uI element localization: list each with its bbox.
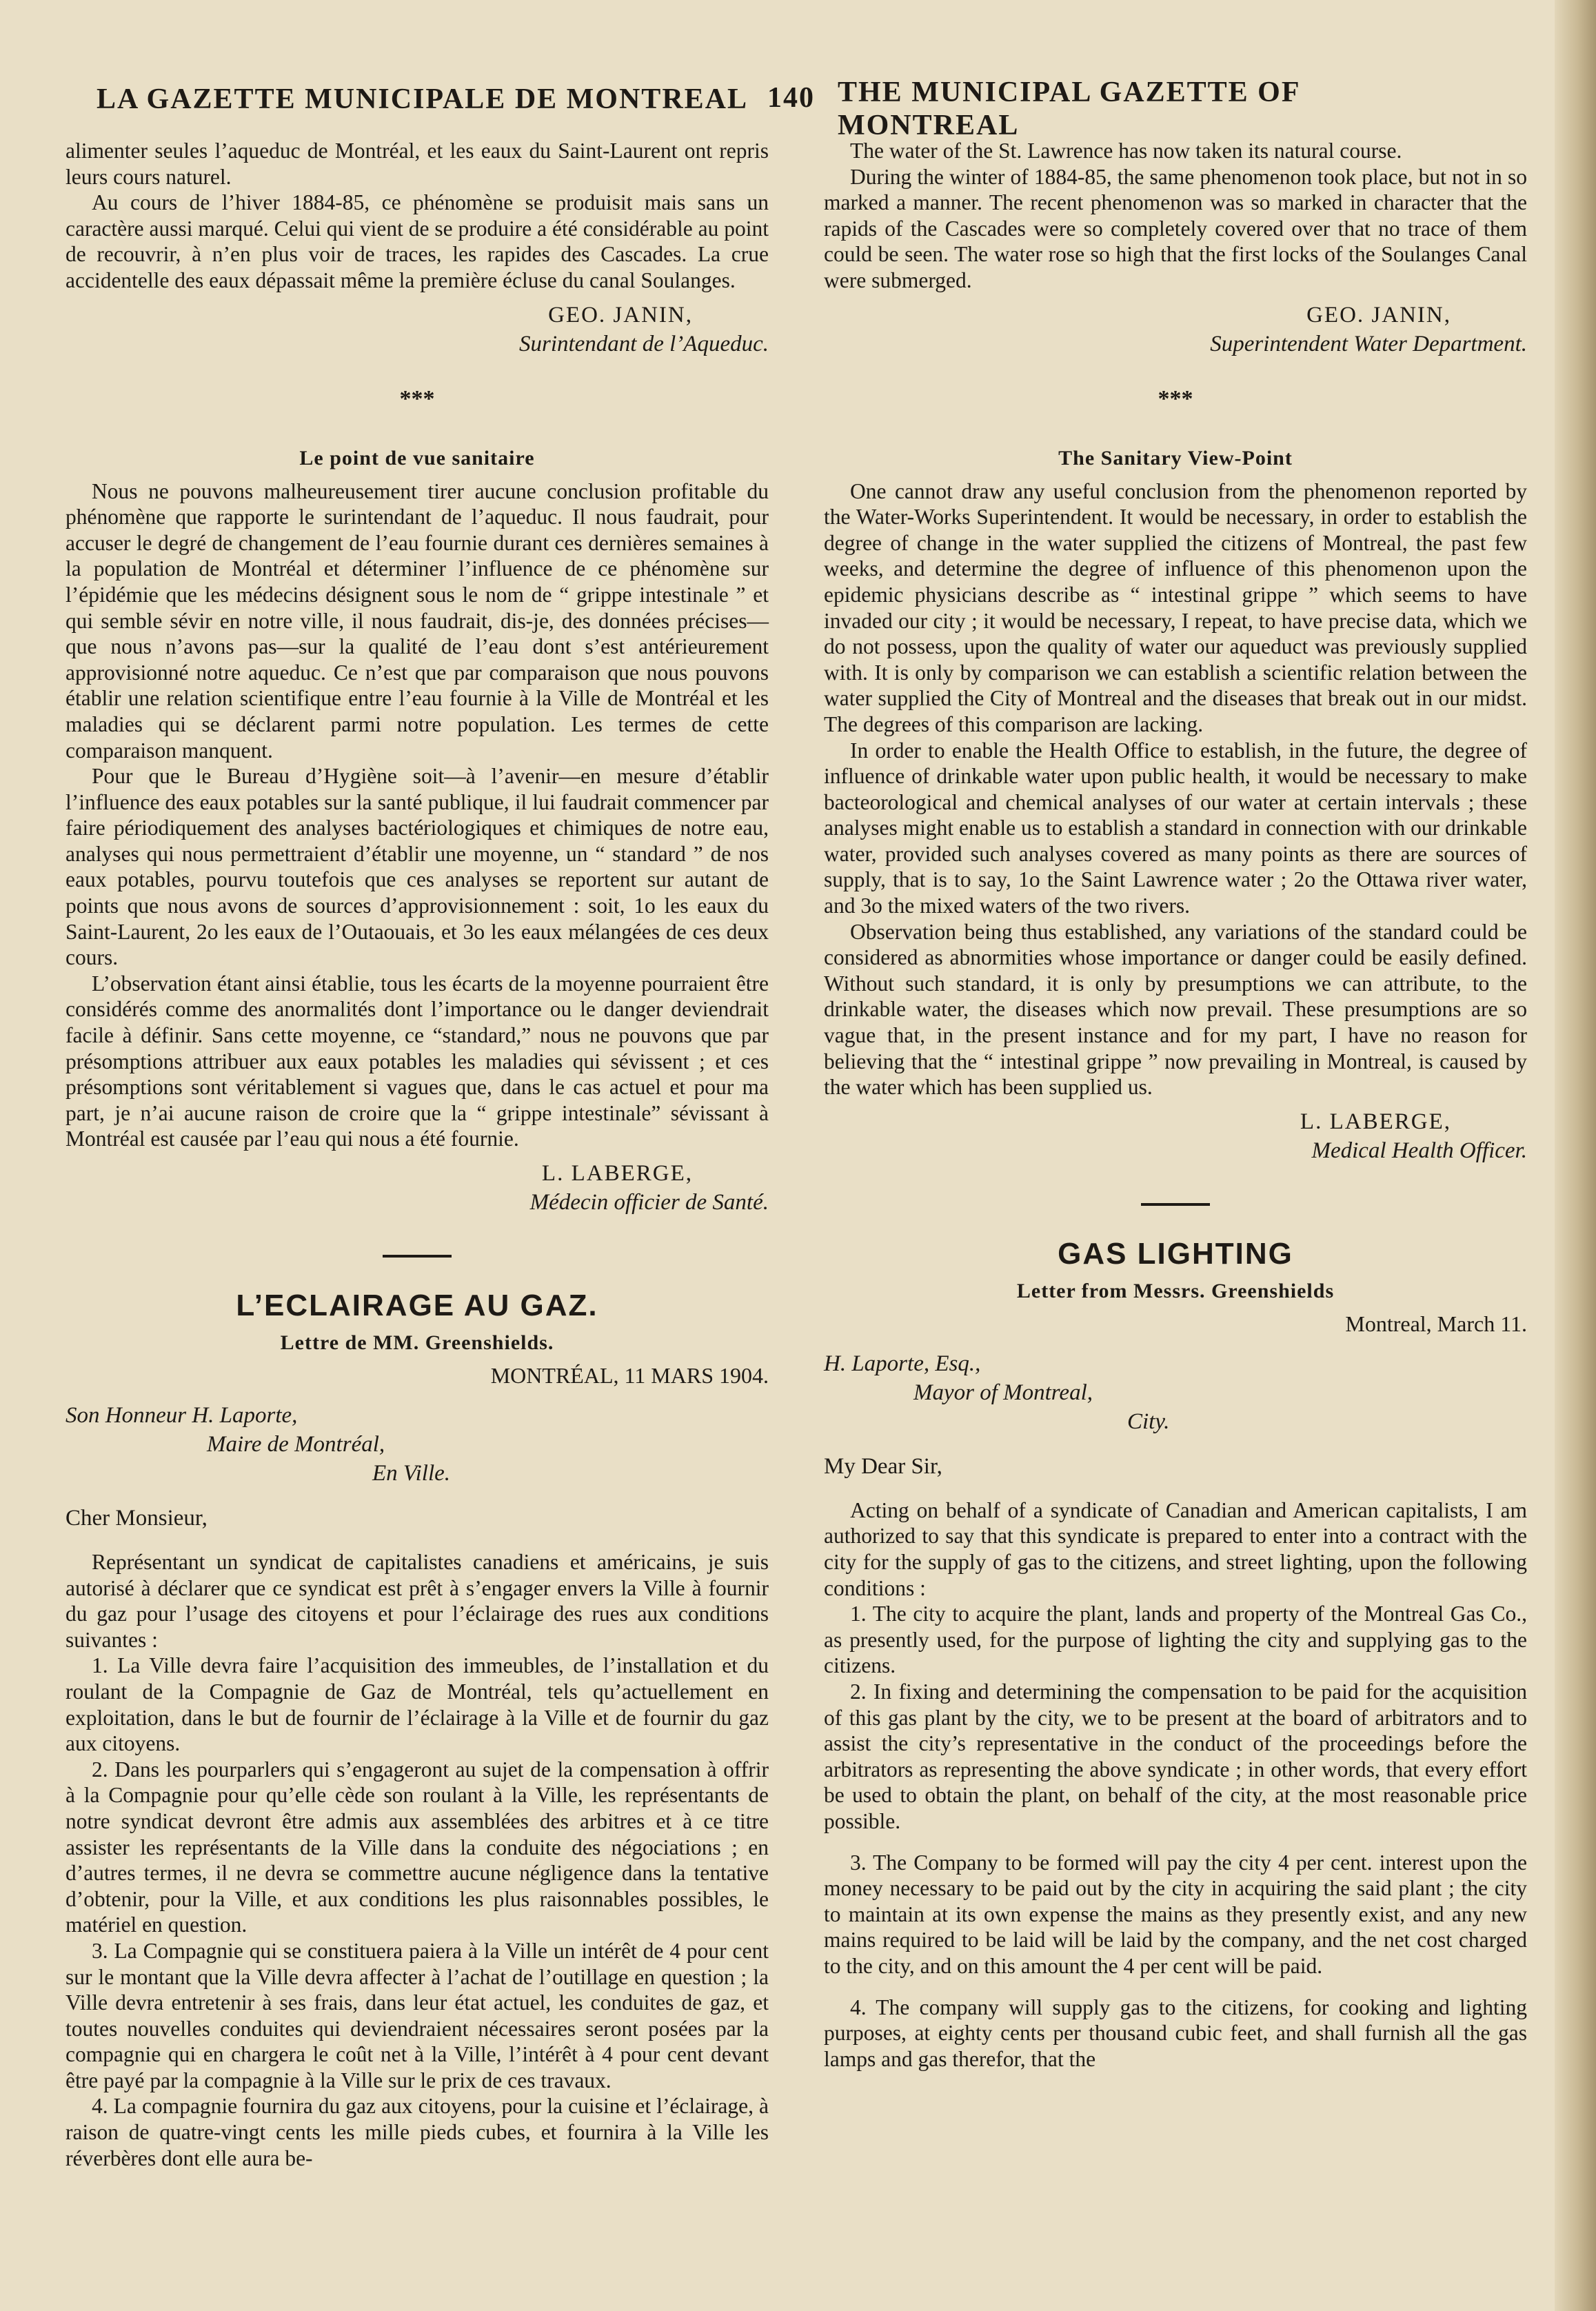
paragraph: 1. La Ville devra faire l’acquisition des immeubles, de l’installation et du roulant de la Compagnie de Gaz de Montréal, tels qu’actuellement en exploitation, dans le but de fournir de l’éclairage à la Ville et de fournir du gaz aux citoyens. <box>65 1653 769 1756</box>
section-heading: Le point de vue sanitaire <box>299 446 535 470</box>
paragraph: 2. In fixing and determining the compensation to be paid for the acquisition of this gas plant by the city, we to be present at the board of arbitrators and to assist the city’s representative in the conduct of the proceedings before the arbitrators as representing the above syndicate ; in other words, that every effort be used to obtain the plant, on behalf of the city, at the most reasonable price possible. <box>824 1679 1527 1833</box>
address-line: En Ville. <box>372 1461 451 1486</box>
divider-rule <box>1141 1203 1210 1206</box>
salutation: Cher Monsieur, <box>65 1506 208 1531</box>
divider-rule <box>383 1255 452 1258</box>
french-column <box>65 138 769 2171</box>
signature-title: Surintendant de l’Aqueduc. <box>518 331 769 356</box>
address-line: Son Honneur H. Laporte, <box>65 1403 298 1428</box>
paragraph: Représentant un syndicat de capitalistes canadiens et américains, je suis autorisé à déclarer que ce syndicat est prêt à s’engager envers la Ville à fournir du gaz pour l’usage des citoyens et pour l’éclairage des rues aux conditions suivantes : <box>65 1550 769 1652</box>
signature-block <box>65 1159 769 1217</box>
book-spine-shadow <box>1555 0 1596 2311</box>
paragraph: In order to enable the Health Office to establish, in the future, the degree of influence of drinkable water upon public health, it would be necessary to make bacteorological and chemical analyses of our water at certain intervals ; these analyses might enable us to establish a standard in connection with our drinkable water, provided such analyses covered as many points as there are sources of supply, that is to say, 1o the Saint Lawrence water ; 2o the Ottawa river water, and 3o the mixed waters of the two rivers. <box>824 738 1527 918</box>
paragraph: Nous ne pouvons malheureusement tirer aucune conclusion profitable du phénomène que rapporte le surintendant de l’aqueduc. Il nous faudrait, pour accuser le degré de changement de l’eau fournie durant ces dernières semaines à la population de Montréal et déterminer l’influence de ce phénomène sur l’épidémie que les médecins désignent sous le nom de “ grippe intestinale ” et qui semble sévir en notre ville, il nous faudrait, dis-je, des données précises—que nous n’avons pas—sur la qualité de l’eau dont s’est antérieurement approvisionné notre aqueduc. Ce n’est que par comparaison que nous pouvons établir une relation scientifique entre l’eau fournie à la Ville de Montréal et les maladies qui se déclarent parmi notre population. Les termes de cette comparaison manquent. <box>65 478 769 763</box>
salutation: My Dear Sir, <box>824 1453 942 1479</box>
article-subheading: Lettre de MM. Greenshields. <box>280 1331 554 1354</box>
article-heading: L’ECLAIRAGE AU GAZ. <box>236 1289 598 1322</box>
paragraph: Pour que le Bureau d’Hygiène soit—à l’avenir—en mesure d’établir l’influence des eaux potables sur la santé publique, il lui faudrait commencer par faire périodiquement des analyses bactériologiques et chimiques de notre eau, analyses qui nous permettraient d’établir une moyenne, un “ standard ” de nos eaux potables, pourvu toutefois que ces analyses se reportent sur autant de points que nous avons de sources d’approvisionnement : soit, 1o les eaux du Saint-Laurent, 2o les eaux de l’Outaouais, et 3o les eaux mélangées de ces deux cours. <box>65 764 769 970</box>
signature-title: Superintendent Water Department. <box>1210 331 1527 356</box>
paragraph: Acting on behalf of a syndicate of Canadian and American capitalists, I am authorized to say that this syndicate is prepared to enter into a contract with the city for the supply of gas to the citizens, and street lighting, upon the following conditions : <box>824 1497 1527 1600</box>
gazette-page <box>65 76 1527 2282</box>
paragraph: Au cours de l’hiver 1884-85, ce phénomène se produisit mais sans un caractère aussi marqué. Celui qui vient de se produire a été considérable au point de recouvrir, à n’en plus voir de traces, les rapides des Cascades. La crue accidentelle des eaux dépassait même la première écluse du canal Soulanges. <box>65 190 769 292</box>
paragraph: 2. Dans les pourparlers qui s’engageront au sujet de la compensation à offrir à la Compagnie pour qu’elle cède son roulant à la Ville, les représentants de notre syndicat devront être admis aux assemblées des arbitres et à ce titre assister les représentants de la Ville dans la conduite des négociations ; en d’autres termes, il ne devra se commettre aucune négligence dans la tentative d’obtenir, pour la Ville, et aux conditions les plus raisonnables possibles, le matériel en question. <box>65 1757 769 1937</box>
spacer <box>824 1835 1527 1850</box>
english-column <box>824 138 1527 2072</box>
signature-block <box>824 301 1527 359</box>
dateline: MONTRÉAL, 11 MARS 1904. <box>490 1363 769 1388</box>
signature-name: GEO. JANIN, <box>1306 302 1451 327</box>
running-header <box>65 76 1486 141</box>
paragraph: 3. The Company to be formed will pay the city 4 per cent. interest upon the money necessary to be paid out by the city in acquiring the said plant ; the city to maintain at its own expense the mains as they presently exist, and any new mains required to be laid will be laid by the company, and the net cost charged to the city, and on this amount the 4 per cent will be paid. <box>824 1850 1527 1978</box>
paragraph: alimenter seules l’aqueduc de Montréal, et les eaux du Saint-Laurent ont repris leurs cours naturel. <box>65 139 769 189</box>
spacer <box>824 1979 1527 1995</box>
signature-name: GEO. JANIN, <box>548 302 693 327</box>
paragraph: One cannot draw any useful conclusion from the phenomenon reported by the Water-Works Superintendent. It would be necessary, in order to establish the degree of change in the water supplied the citizens of Montreal, the past few weeks, and determine the degree of influence of this phenomenon upon the epidemic physicians describe as “ intestinal grippe ” which seems to have invaded our city ; it would be necessary, I repeat, to have precise data, which we do not possess, upon the quality of water our aqueduct was previously supplied with. It is only by comparison we can establish a scientific relation between the water supplied the City of Montreal and the diseases that break out in our midst. The degrees of this comparison are lacking. <box>824 478 1527 736</box>
section-heading: The Sanitary View-Point <box>1058 446 1293 470</box>
signature-title: Médecin officier de Santé. <box>529 1190 769 1215</box>
address-block <box>65 1401 769 1488</box>
paragraph: 4. La compagnie fournira du gaz aux citoyens, pour la cuisine et l’éclairage, à raison de quatre-vingt cents les mille pieds cubes, et fournira à la Ville les réverbères dont elle aura be- <box>65 2094 769 2170</box>
paragraph: The water of the St. Lawrence has now taken its natural course. <box>850 139 1402 163</box>
address-line: City. <box>1127 1409 1170 1434</box>
paragraph: 3. La Compagnie qui se constituera paiera à la Ville un intérêt de 4 pour cent sur le montant que la Ville devra affecter à l’achat de l’outillage en question ; la Ville devra entretenir à ses frais, dans leur état actuel, les conduites de gaz, et toutes nouvelles conduites qui deviendraient nécessaires seront posées par la compagnie qui en chargera le coût net à la Ville, l’intérêt à 4 pour cent devant être payé par la compagnie à la Ville sur le prix de ces travaux. <box>65 1938 769 2092</box>
paragraph: Observation being thus established, any variations of the standard could be considered as abnormities whose importance or danger could be easily defined. Without such standard, it is only by presumptions we can attribute, to the drinkable water, the diseases which now prevail. These presumptions are so vague that, in the present instance and for my part, I have no reason for believing that the “ intestinal grippe ” now prevailing in Montreal, is caused by the water which has been supplied us. <box>824 919 1527 1100</box>
paragraph: L’observation étant ainsi établie, tous les écarts de la moyenne pourraient être considérés comme des anormalités dont l’importance ou le danger deviendrait facile à définir. Sans cette moyenne, ce “standard,” nous ne pouvons que par présomptions attribuer aux eaux potables les maladies qui sévissent ; et ces présomptions sont véritablement si vagues que, dans le cas actuel et pour ma part, je n’ai aucune raison de croire que la “ grippe intestinale” sévissant à Montréal est causée par l’eau qui nous a été fournie. <box>65 971 769 1151</box>
article-subheading: Letter from Messrs. Greenshields <box>1016 1279 1335 1302</box>
section-separator-stars: *** <box>399 385 435 412</box>
header-title-english: THE MUNICIPAL GAZETTE OF MONTREAL <box>838 77 1300 141</box>
signature-title: Medical Health Officer. <box>1311 1138 1527 1163</box>
paragraph: 1. The city to acquire the plant, lands and property of the Montreal Gas Co., as presently used, for the purpose of lighting the city and supplying gas to the citizens. <box>824 1602 1527 1678</box>
article-heading: GAS LIGHTING <box>1058 1236 1293 1271</box>
section-separator-stars: *** <box>1158 385 1193 412</box>
address-line: Maire de Montréal, <box>207 1432 385 1457</box>
signature-name: L. LABERGE, <box>541 1161 693 1186</box>
dateline: Montreal, March 11. <box>1345 1311 1527 1336</box>
signature-block <box>824 1107 1527 1165</box>
page-number: 140 <box>767 82 815 114</box>
address-line: Mayor of Montreal, <box>913 1380 1093 1405</box>
signature-block <box>65 301 769 359</box>
header-title-french: LA GAZETTE MUNICIPALE DE MONTREAL <box>97 83 749 115</box>
paragraph: During the winter of 1884-85, the same phenomenon took place, but not in so marked a manner. The recent phenomenon was so marked in character that the rapids of the Cascades were so completely covered over that no trace of them could be seen. The water rose so high that the first locks of the Soulanges Canal were submerged. <box>824 164 1527 292</box>
paragraph: 4. The company will supply gas to the citizens, for cooking and lighting purposes, at eighty cents per thousand cubic feet, and shall furnish all the gas lamps and gas therefor, that the <box>824 1995 1527 2071</box>
signature-name: L. LABERGE, <box>1300 1109 1451 1134</box>
address-block <box>824 1349 1527 1436</box>
address-line: H. Laporte, Esq., <box>824 1351 981 1376</box>
